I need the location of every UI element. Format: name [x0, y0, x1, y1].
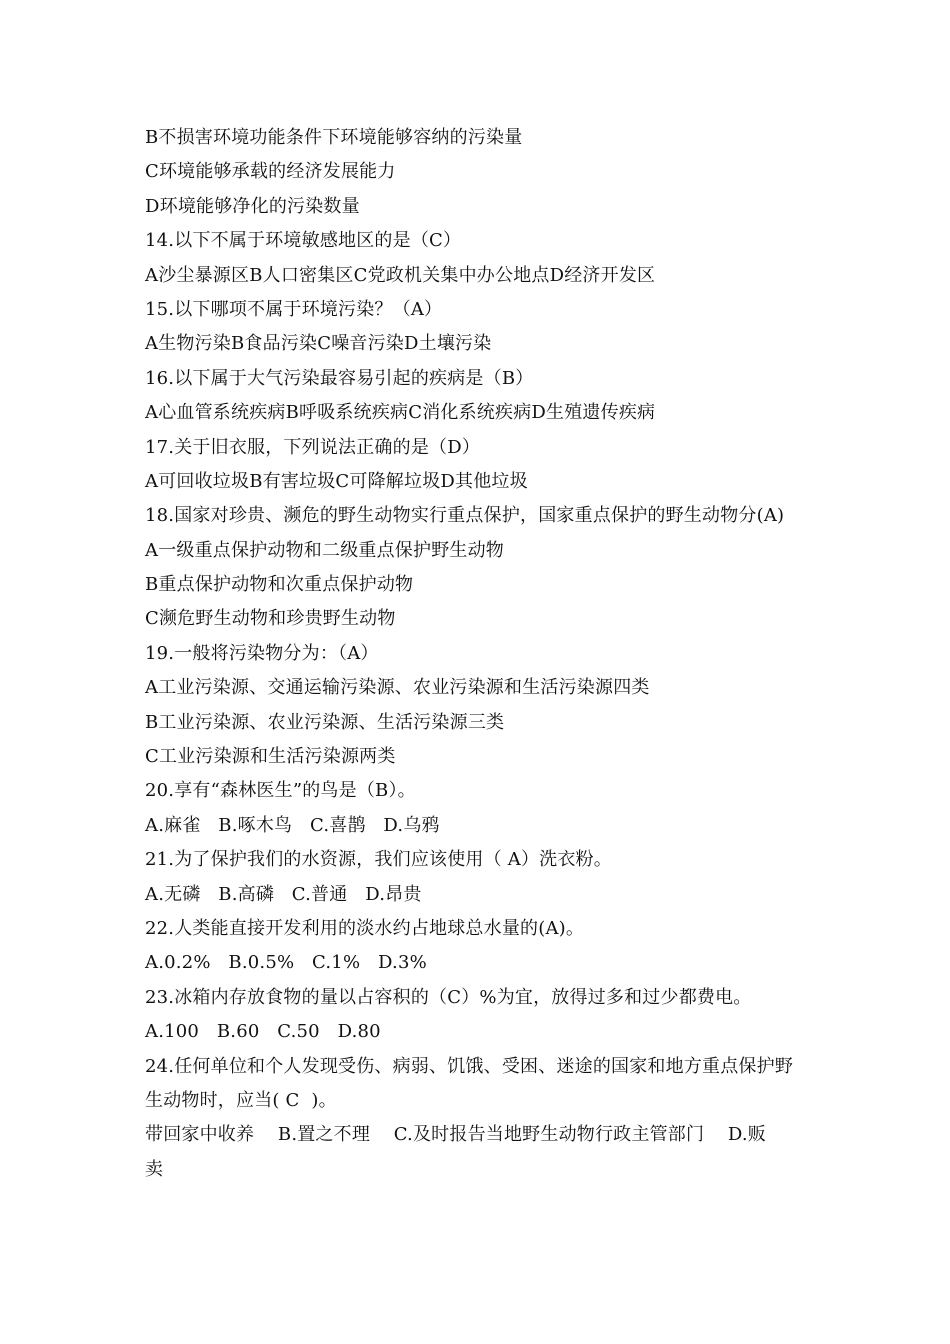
question-line: 15.以下哪项不属于环境污染？（A） [145, 298, 443, 320]
option-line: A一级重点保护动物和二级重点保护野生动物 [145, 539, 504, 561]
option-line: A可回收垃圾B有害垃圾C可降解垃圾D其他垃圾 [145, 470, 528, 492]
option-line: A.无磷 B.高磷 C.普通 D.昂贵 [145, 883, 422, 905]
question-line: 生动物时，应当( C )。 [145, 1089, 337, 1111]
option-line: C环境能够承载的经济发展能力 [145, 161, 396, 183]
option-line: A生物污染B食品污染C噪音污染D土壤污染 [145, 333, 492, 355]
option-line: D环境能够净化的污染数量 [145, 195, 360, 217]
question-line: 22.人类能直接开发利用的淡水约占地球总水量的(A)。 [145, 917, 585, 939]
question-line: 18.国家对珍贵、濒危的野生动物实行重点保护，国家重点保护的野生动物分(A) [145, 505, 785, 527]
option-line: 带回家中收养 B.置之不理 C.及时报告当地野生动物行政主管部门 D.贩 [145, 1124, 766, 1146]
option-line: 卖 [145, 1158, 164, 1180]
option-line: A沙尘暴源区B人口密集区C党政机关集中办公地点D经济开发区 [145, 264, 656, 286]
option-line: B不损害环境功能条件下环境能够容纳的污染量 [145, 127, 523, 148]
option-line: A.麻雀 B.啄木鸟 C.喜鹊 D.乌鸦 [145, 814, 440, 836]
option-line: A.100 B.60 C.50 D.80 [145, 1021, 381, 1043]
question-line: 17.关于旧衣服，下列说法正确的是（D） [145, 436, 481, 458]
option-line: B工业污染源、农业污染源、生活污染源三类 [145, 711, 505, 733]
question-line: 24.任何单位和个人发现受伤、病弱、饥饿、受困、迷途的国家和地方重点保护野 [145, 1055, 794, 1077]
question-line: 21.为了保护我们的水资源，我们应该使用（ A）洗衣粉。 [145, 849, 612, 871]
option-line: C工业污染源和生活污染源两类 [145, 746, 396, 768]
option-line: A.0.2% B.0.5% C.1% D.3% [145, 952, 427, 974]
question-line: 14.以下不属于环境敏感地区的是（C） [145, 230, 462, 252]
question-line: 20.享有“森林医生”的鸟是（B）。 [145, 780, 416, 802]
question-line: 16.以下属于大气污染最容易引起的疾病是（B） [145, 367, 534, 389]
option-line: B重点保护动物和次重点保护动物 [145, 574, 414, 596]
option-line: A心血管系统疾病B呼吸系统疾病C消化系统疾病D生殖遗传疾病 [145, 402, 656, 424]
option-line: A工业污染源、交通运输污染源、农业污染源和生活污染源四类 [145, 677, 650, 699]
question-line: 23.冰箱内存放食物的量以占容积的（C）%为宜，放得过多和过少都费电。 [145, 986, 752, 1008]
document-body [145, 121, 825, 1187]
question-line: 19.一般将污染物分为：（A） [145, 642, 379, 664]
option-line: C濒危野生动物和珍贵野生动物 [145, 608, 396, 630]
